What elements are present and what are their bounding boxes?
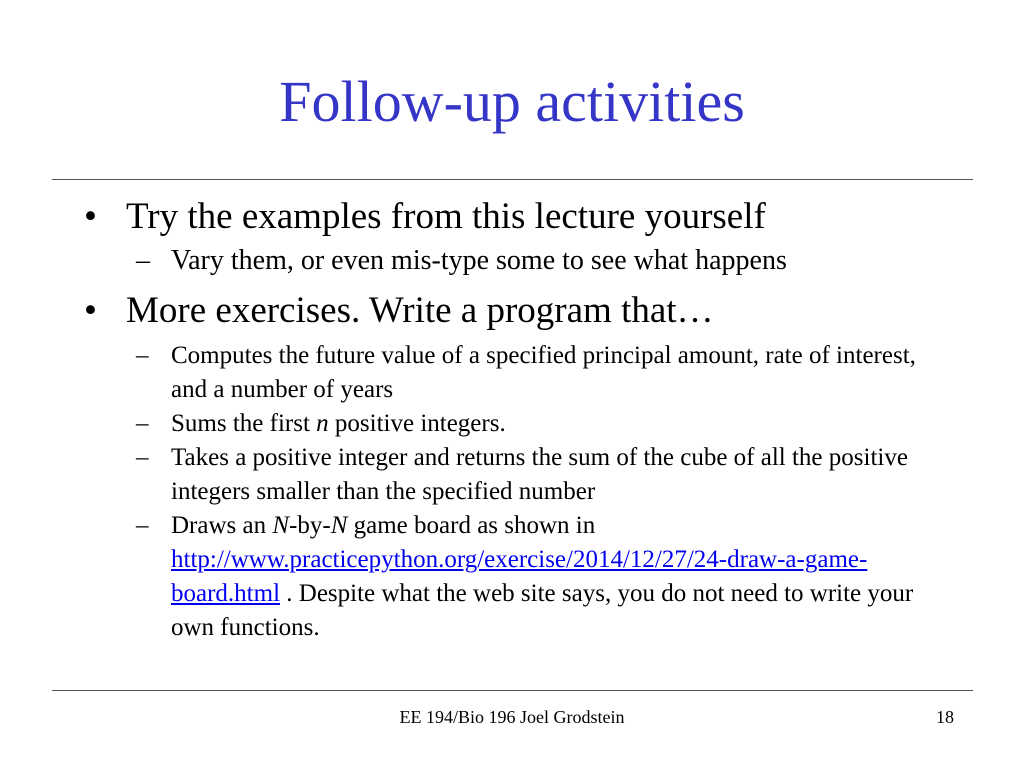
variable-n: n bbox=[316, 410, 329, 437]
sub-bullet-text: Takes a positive integer and returns the sum of the cube of all the positive integers smaller than the specified number bbox=[171, 444, 908, 505]
dash-glyph: – bbox=[136, 512, 149, 539]
footer-text: EE 194/Bio 196 Joel Grodstein bbox=[399, 707, 625, 727]
slide-title: Follow-up activities bbox=[279, 69, 745, 134]
bullet-glyph: • bbox=[84, 290, 97, 331]
page-number: 18 bbox=[936, 707, 954, 727]
sub-bullet-text-mid: -by- bbox=[289, 512, 331, 539]
dash-glyph: – bbox=[136, 342, 149, 369]
sub-bullet-item bbox=[84, 509, 944, 645]
variable-N: N bbox=[330, 512, 348, 539]
dash-glyph: – bbox=[136, 410, 149, 437]
sub-bullet-item bbox=[84, 339, 944, 407]
sub-bullet-item bbox=[84, 441, 944, 509]
bullet-text: More exercises. Write a program that… bbox=[126, 290, 714, 331]
sub-bullet-text-start: Draws an bbox=[171, 512, 273, 539]
bullet-item bbox=[84, 193, 944, 241]
sub-bullet-item bbox=[84, 407, 944, 441]
variable-N: N bbox=[272, 512, 290, 539]
sub-bullet-item bbox=[84, 241, 944, 281]
sub-bullet-text-after: game board as shown in bbox=[347, 512, 596, 539]
sub-bullet-text: Vary them, or even mis-type some to see what happens bbox=[171, 245, 787, 276]
bullet-glyph: • bbox=[84, 196, 97, 237]
bullet-item bbox=[84, 287, 944, 335]
sub-bullet-text: Computes the future value of a specified principal amount, rate of interest, and a number of years bbox=[171, 342, 916, 403]
dash-glyph: – bbox=[136, 245, 150, 276]
sub-bullet-text-end: positive integers. bbox=[328, 410, 506, 437]
practicepython-link[interactable]: http://www.practicepython.org/exercise/2014/12/27/24-draw-a-game-board.html bbox=[171, 546, 868, 607]
bullet-text: Try the examples from this lecture yourself bbox=[126, 196, 766, 237]
dash-glyph: – bbox=[136, 444, 149, 471]
sub-bullet-text-start: Sums the first bbox=[171, 410, 317, 437]
slide-content bbox=[84, 193, 944, 645]
sub-bullet-text-tail: . Despite what the web site says, you do not need to write your own functions. bbox=[171, 580, 914, 641]
title-divider bbox=[52, 179, 973, 180]
footer-divider bbox=[52, 690, 973, 691]
